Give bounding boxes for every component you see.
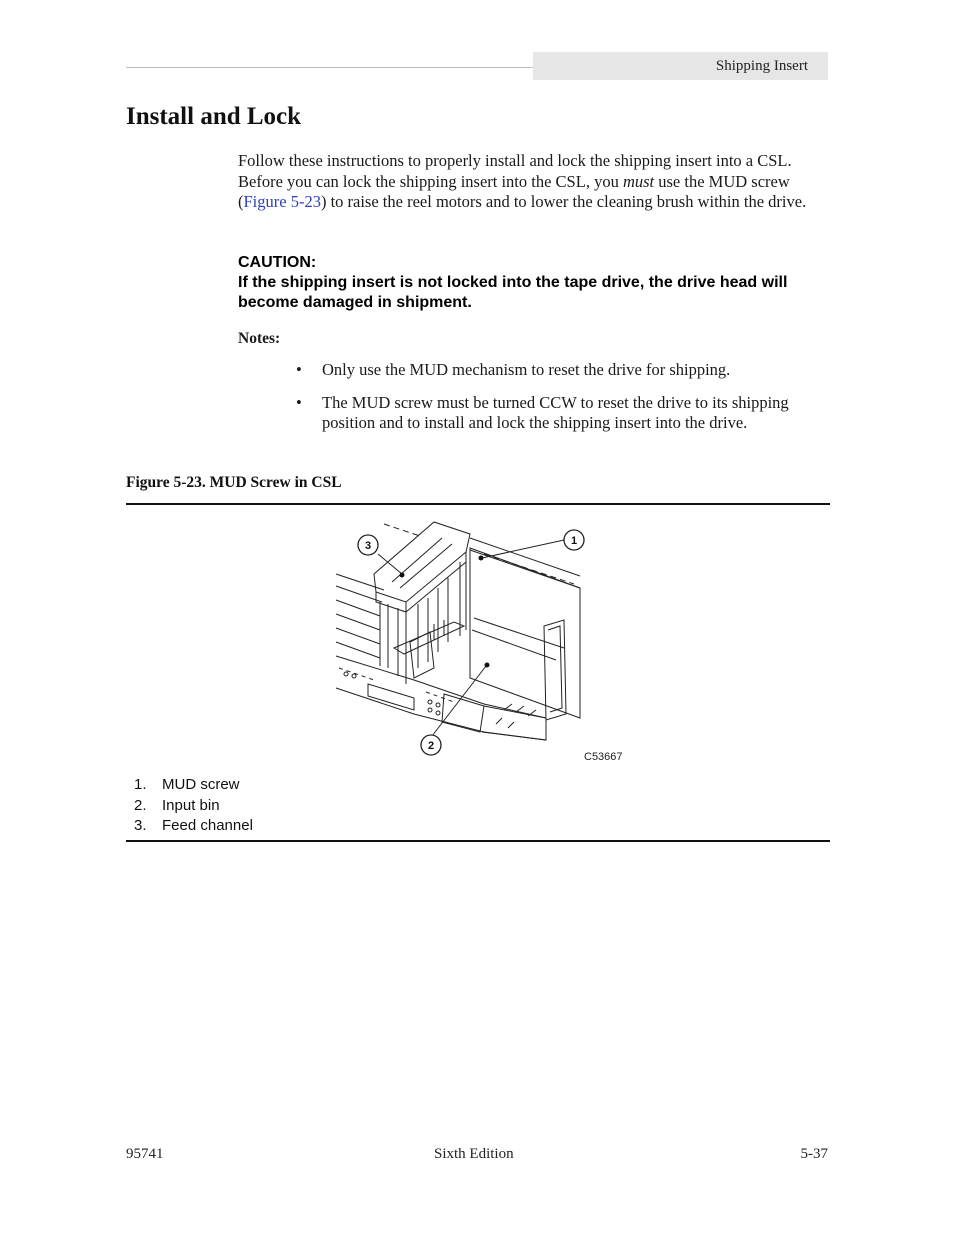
intro-paragraph <box>238 151 830 213</box>
callout-3 <box>358 535 378 555</box>
callout-1 <box>564 530 584 550</box>
legend-item <box>134 816 253 837</box>
intro-text-3: ) to raise the reel motors and to lower the cleaning brush within the drive. <box>320 192 807 211</box>
figure-id: C53667 <box>584 751 623 763</box>
notes-heading: Notes: <box>238 330 281 347</box>
legend-item <box>134 775 253 796</box>
intro-emphasis: must <box>622 171 655 191</box>
legend-number: 2. <box>134 796 147 814</box>
callout-2-anchor <box>485 663 490 668</box>
callout-1-anchor <box>479 556 484 561</box>
legend-label: Feed channel <box>162 817 253 834</box>
section-header: Shipping Insert <box>533 52 828 80</box>
page-title: Install and Lock <box>126 103 302 130</box>
caution-block <box>238 253 830 313</box>
note-text: The MUD screw must be turned CCW to reset the drive to its shipping position and to install and lock the shipping insert into the drive. <box>322 392 789 432</box>
svg-text:3: 3 <box>364 540 372 552</box>
header-rule <box>126 67 534 68</box>
notes-list <box>294 360 830 446</box>
bullet-icon: • <box>296 392 302 412</box>
footer-edition: Sixth Edition <box>434 1146 514 1162</box>
footer-doc-number: 95741 <box>126 1146 164 1162</box>
figure-link[interactable]: Figure 5-23 <box>243 192 321 211</box>
caution-text: If the shipping insert is not locked into the tape drive, the drive head will become damaged in shipment. <box>238 274 788 311</box>
callout-2 <box>421 735 441 755</box>
list-item <box>294 393 830 434</box>
figure-caption: Figure 5-23. MUD Screw in CSL <box>126 474 342 491</box>
legend-item <box>134 796 253 817</box>
legend-number: 3. <box>134 817 147 834</box>
figure-legend <box>134 775 253 837</box>
bullet-icon: • <box>296 360 302 379</box>
svg-text:2: 2 <box>427 740 435 752</box>
figure-bottom-rule <box>126 840 830 842</box>
footer-page-number: 5-37 <box>800 1146 828 1162</box>
mud-screw-illustration <box>334 518 624 768</box>
note-text: Only use the MUD mechanism to reset the drive for shipping. <box>322 360 731 379</box>
callout-3-anchor <box>400 573 405 578</box>
intro-text-2: use the MUD screw ( <box>238 171 790 211</box>
legend-label: Input bin <box>162 796 220 814</box>
intro-text-1: Follow these instructions to properly install and lock the shipping insert into a CSL. Before you can lock the shipping insert into the CSL, you <box>238 151 792 191</box>
svg-text:1: 1 <box>570 535 578 547</box>
legend-number: 1. <box>134 776 147 793</box>
figure-top-rule <box>126 503 830 505</box>
legend-label: MUD screw <box>162 776 240 793</box>
list-item <box>294 360 830 381</box>
caution-label: CAUTION: <box>238 254 317 271</box>
